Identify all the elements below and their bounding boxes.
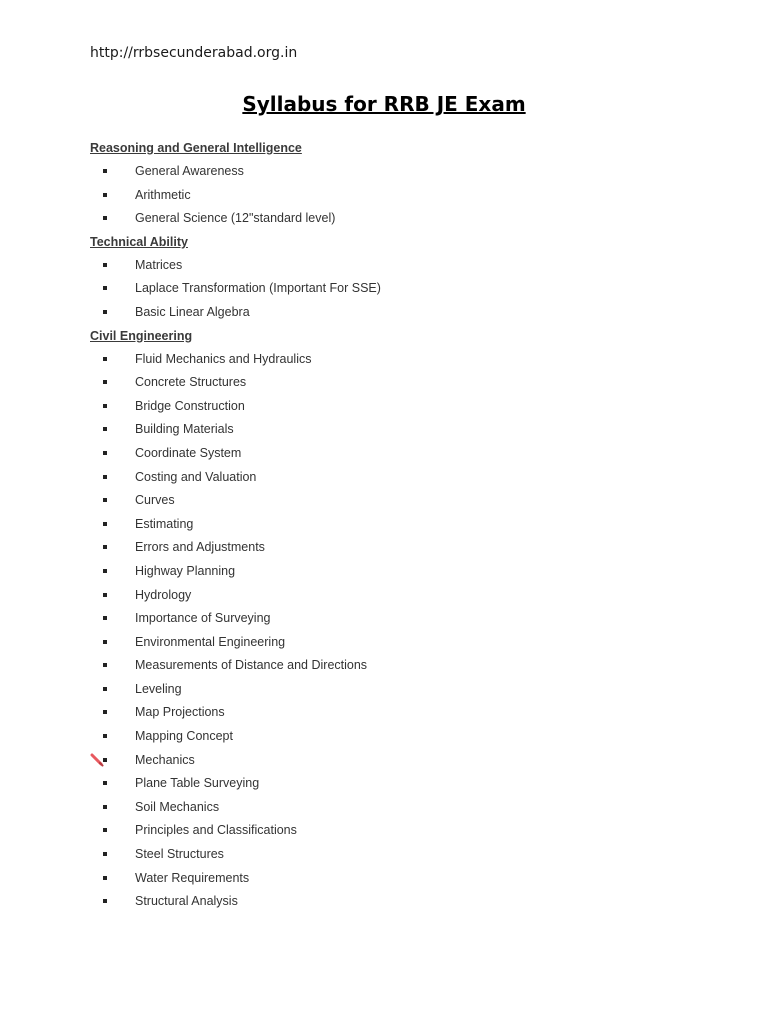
- syllabus-content: [90, 139, 710, 916]
- section-heading: Civil Engineering: [90, 328, 193, 343]
- list-item: [90, 350, 710, 374]
- bullet-icon: [103, 193, 107, 197]
- list-item: [90, 751, 710, 775]
- list-item: [90, 279, 710, 303]
- list-item-label: Soil Mechanics: [135, 799, 220, 814]
- list-item: [90, 444, 710, 468]
- list-item-label: Leveling: [135, 681, 182, 696]
- list-item-label: Hydrology: [135, 587, 192, 602]
- list-item-label: Steel Structures: [135, 847, 224, 862]
- section-heading: Reasoning and General Intelligence: [90, 141, 302, 155]
- bullet-icon: [103, 475, 107, 479]
- bullet-icon: [103, 805, 107, 809]
- bullet-icon: [103, 852, 107, 856]
- bullet-icon: [103, 876, 107, 880]
- list-item-label: Coordinate System: [135, 445, 242, 460]
- list-item: [90, 397, 710, 421]
- bullet-icon: [103, 427, 107, 431]
- list-item: [90, 373, 710, 397]
- list-item: [90, 538, 710, 562]
- section-technical: [90, 233, 710, 327]
- list-item-label: General Awareness: [135, 164, 244, 178]
- list-item-label: Laplace Transformation (Important For SSE): [135, 281, 381, 296]
- list-item: [90, 633, 710, 657]
- list-item-label: Mechanics: [135, 752, 195, 767]
- list-item: [90, 845, 710, 869]
- list-item: [90, 821, 710, 845]
- list-item-label: Estimating: [135, 516, 194, 531]
- list-item-label: Principles and Classifications: [135, 823, 297, 838]
- list-item: [90, 303, 710, 327]
- bullet-icon: [103, 498, 107, 502]
- list-item-label: Measurements of Distance and Directions: [135, 658, 368, 673]
- list-item: [90, 468, 710, 492]
- list-item-label: Bridge Construction: [135, 398, 245, 413]
- list-item-label: Map Projections: [135, 705, 225, 720]
- list-item-label: Mapping Concept: [135, 729, 233, 744]
- topic-list: [90, 256, 710, 327]
- list-item-label: Errors and Adjustments: [135, 540, 265, 555]
- bullet-icon: [103, 169, 107, 173]
- bullet-icon: [103, 545, 107, 549]
- list-item-label: Environmental Engineering: [135, 634, 286, 649]
- list-item: [90, 256, 710, 280]
- list-item-label: Matrices: [135, 257, 183, 272]
- list-item-label: Importance of Surveying: [135, 611, 271, 626]
- list-item-label: Fluid Mechanics and Hydraulics: [135, 351, 312, 366]
- bullet-icon: [103, 640, 107, 644]
- bullet-icon: [103, 569, 107, 573]
- bullet-icon: [103, 522, 107, 526]
- section-heading: Technical Ability: [90, 234, 188, 249]
- list-item: [90, 727, 710, 751]
- list-item: [90, 703, 710, 727]
- list-item: [90, 209, 710, 233]
- bullet-icon: [103, 616, 107, 620]
- list-item: [90, 609, 710, 633]
- topic-list: [90, 162, 710, 233]
- page-title: Syllabus for RRB JE Exam: [242, 92, 526, 116]
- list-item-label: General Science (12"standard level): [135, 211, 336, 226]
- list-item: [90, 586, 710, 610]
- list-item: [90, 798, 710, 822]
- bullet-icon: [103, 216, 107, 220]
- bullet-icon: [103, 357, 107, 361]
- list-item-label: Highway Planning: [135, 563, 236, 578]
- bullet-icon: [103, 451, 107, 455]
- list-item-label: Concrete Structures: [135, 375, 247, 390]
- pencil-icon: [90, 753, 104, 767]
- section-civil: [90, 327, 710, 916]
- bullet-icon: [103, 828, 107, 832]
- list-item: [90, 420, 710, 444]
- list-item: [90, 774, 710, 798]
- topic-list: [90, 350, 710, 916]
- bullet-icon: [103, 663, 107, 667]
- bullet-icon: [103, 899, 107, 903]
- source-url: http://rrbsecunderabad.org.in: [90, 45, 298, 61]
- list-item: [90, 491, 710, 515]
- list-item: [90, 680, 710, 704]
- bullet-icon: [103, 380, 107, 384]
- list-item-label: Water Requirements: [135, 870, 250, 885]
- list-item: [90, 656, 710, 680]
- list-item-label: Costing and Valuation: [135, 469, 257, 484]
- bullet-icon: [103, 286, 107, 290]
- list-item-label: Plane Table Surveying: [135, 776, 260, 791]
- bullet-icon: [103, 593, 107, 597]
- list-item: [90, 515, 710, 539]
- bullet-icon: [103, 404, 107, 408]
- list-item-label: Structural Analysis: [135, 894, 238, 909]
- list-item-label: Building Materials: [135, 422, 234, 437]
- bullet-icon: [103, 263, 107, 267]
- list-item: [90, 869, 710, 893]
- list-item-label: Basic Linear Algebra: [135, 304, 250, 319]
- bullet-icon: [103, 310, 107, 314]
- bullet-icon: [103, 710, 107, 714]
- bullet-icon: [103, 734, 107, 738]
- list-item: [90, 562, 710, 586]
- bullet-icon: [103, 687, 107, 691]
- section-reasoning: [90, 139, 710, 233]
- list-item-label: Curves: [135, 493, 175, 508]
- list-item-label: Arithmetic: [135, 187, 191, 202]
- list-item: [90, 186, 710, 210]
- bullet-icon: [103, 758, 107, 762]
- list-item: [90, 892, 710, 916]
- bullet-icon: [103, 781, 107, 785]
- list-item: [90, 162, 710, 186]
